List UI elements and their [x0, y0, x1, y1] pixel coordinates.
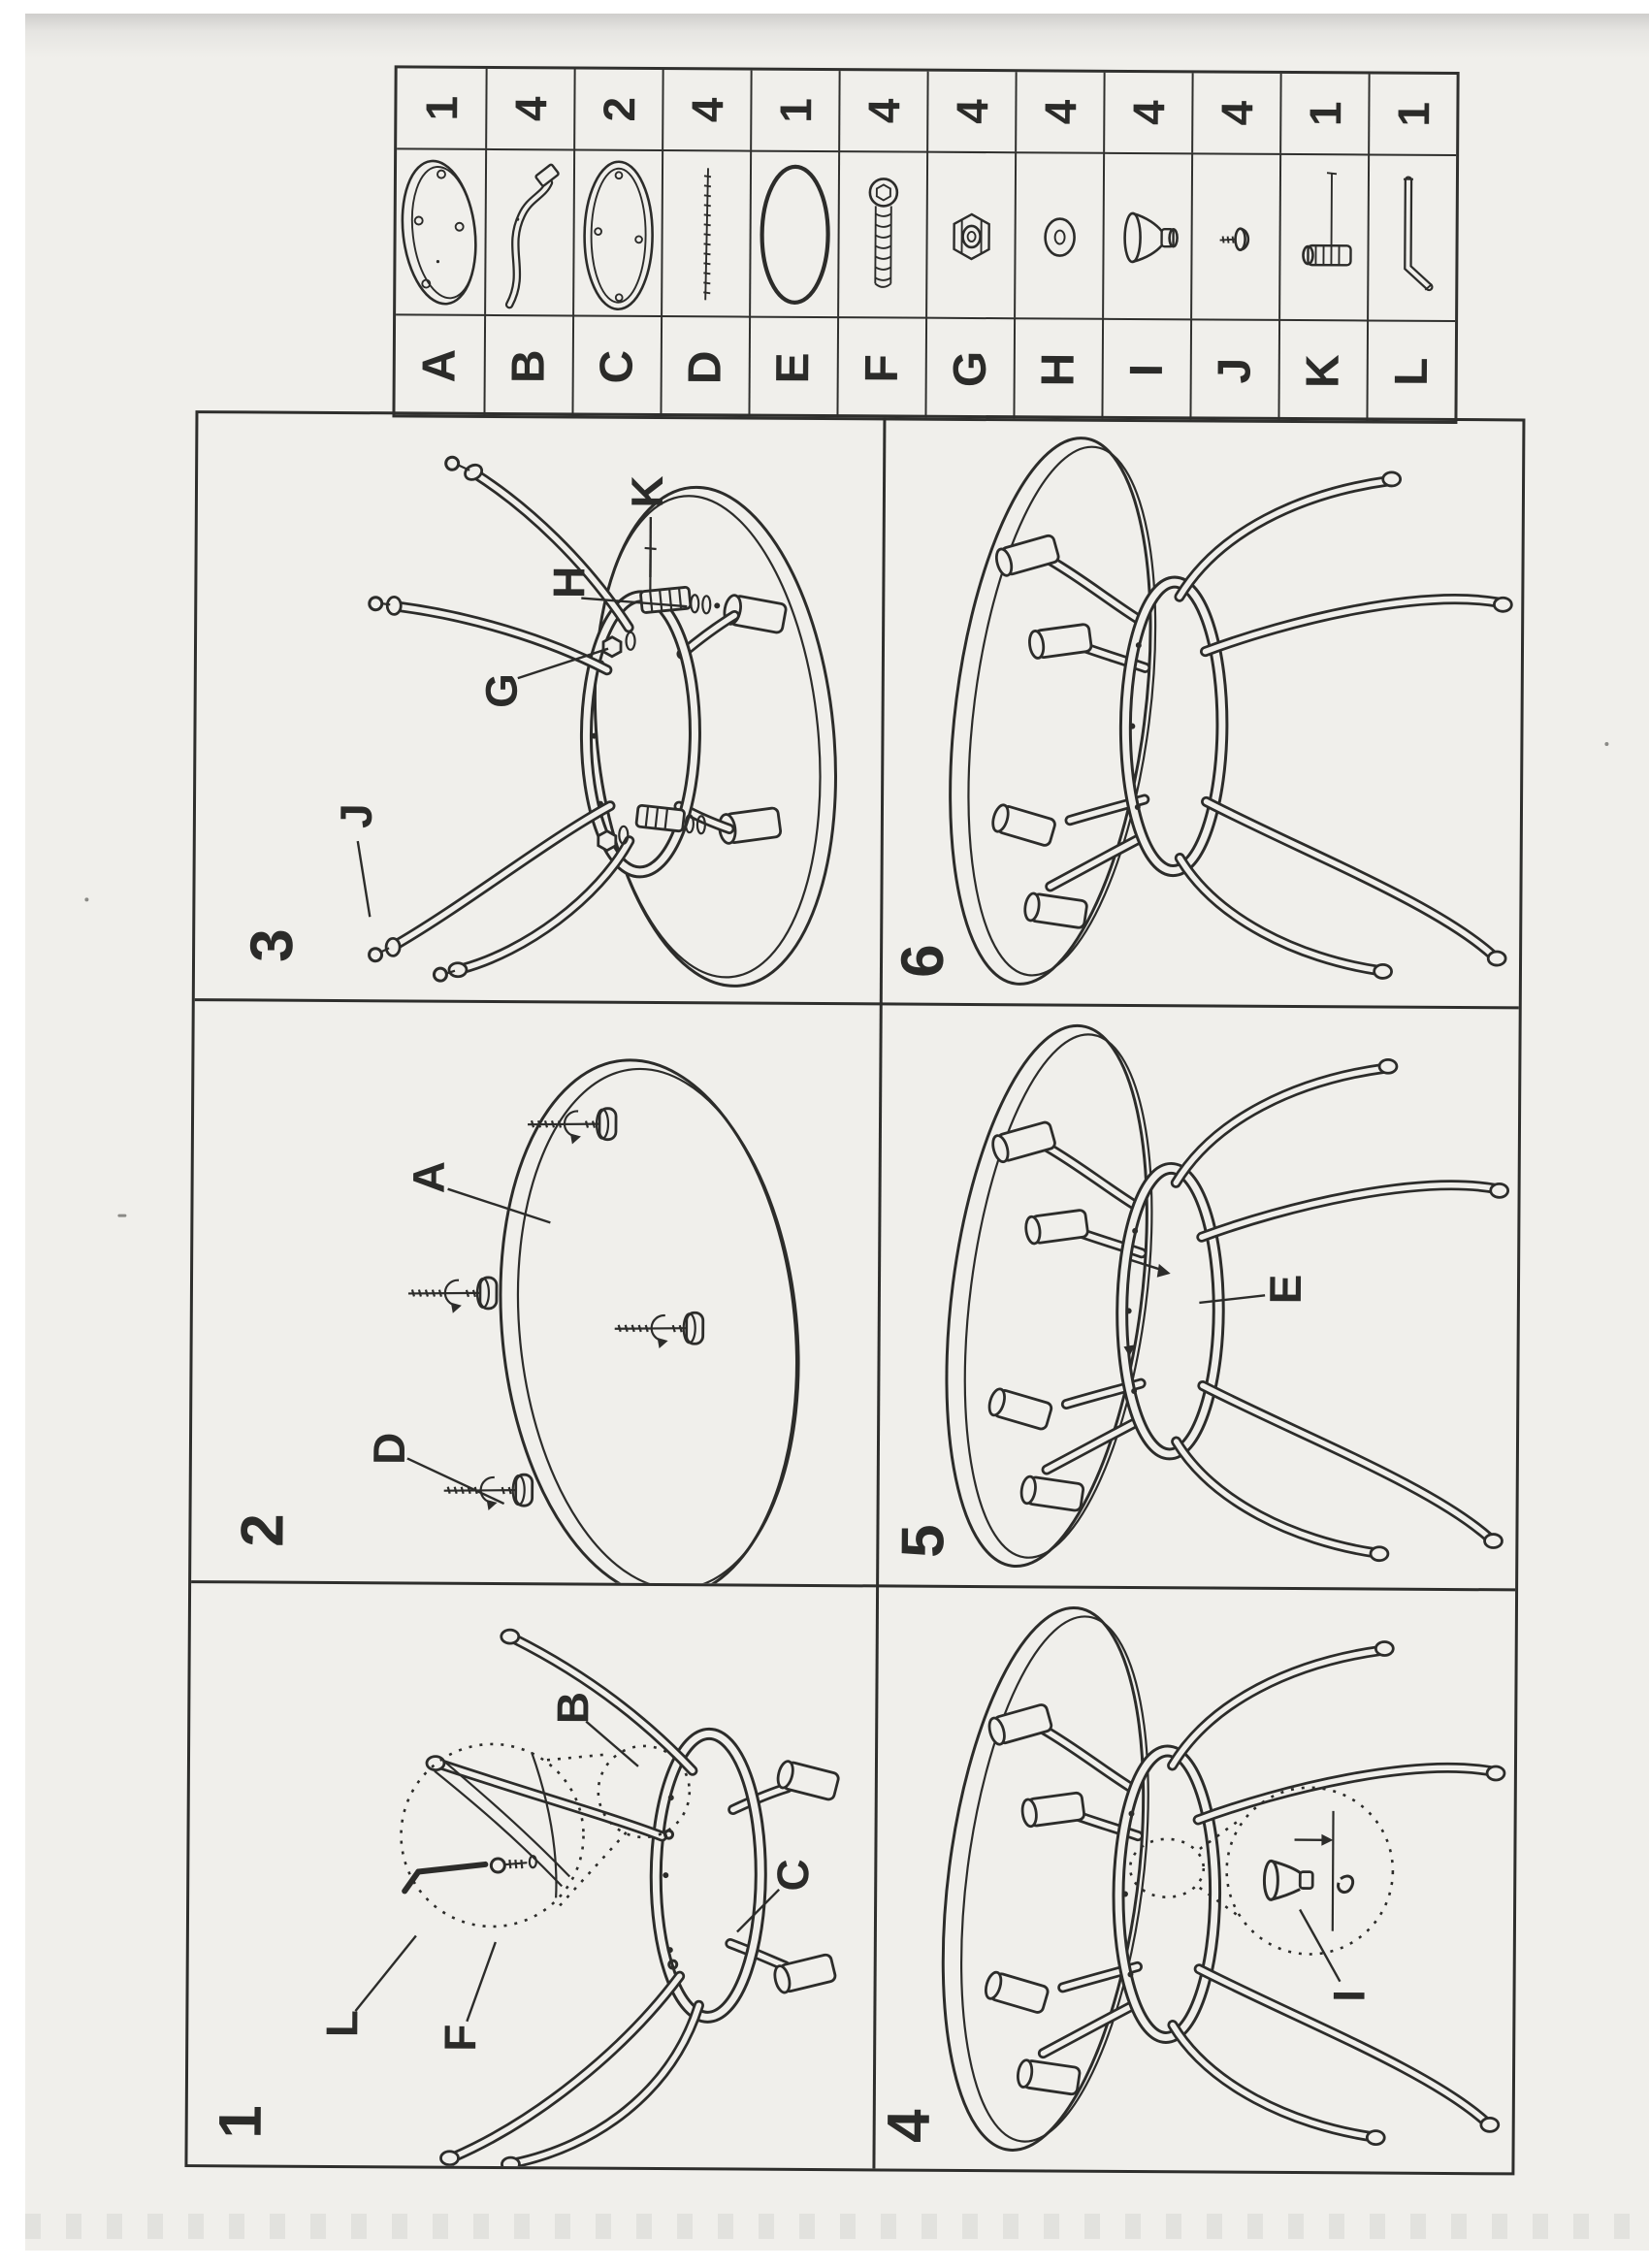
part-qty-K: 1 — [1279, 74, 1368, 154]
step-4-drawing — [875, 1587, 1515, 2172]
step-1-label-C: C — [767, 1859, 819, 1892]
part-letter-G: G — [924, 317, 1014, 419]
part-qty-C: 2 — [573, 69, 662, 149]
part-letter-B: B — [483, 314, 572, 416]
pin-wrench-icon — [1278, 153, 1368, 320]
allen-key-icon — [1367, 153, 1456, 320]
part-letter-J: J — [1189, 318, 1278, 420]
step-4-number: 4 — [875, 2109, 943, 2144]
part-letter-E: E — [748, 316, 837, 418]
step-3-panel — [195, 413, 884, 1002]
part-qty-L: 1 — [1368, 74, 1456, 154]
curved-leg-icon — [484, 148, 573, 315]
step-3-label-K: K — [621, 475, 673, 508]
step-5-drawing — [879, 1005, 1519, 1588]
part-qty-F: 4 — [838, 71, 926, 151]
top-plate-icon — [396, 147, 485, 314]
step-2-number: 2 — [229, 1513, 297, 1547]
step-3-number: 3 — [239, 928, 307, 963]
step-5-label-E: E — [1259, 1274, 1311, 1305]
step-3-label-H: H — [543, 566, 595, 599]
step-6-drawing — [883, 417, 1523, 1006]
part-letter-A: A — [395, 313, 484, 415]
oval-glass-icon — [749, 150, 838, 317]
part-letter-D: D — [660, 315, 749, 417]
part-qty-G: 4 — [926, 72, 1015, 152]
steps-grid — [184, 410, 1525, 2175]
step-5-panel — [879, 1005, 1519, 1588]
hex-nut-icon — [925, 151, 1015, 318]
scan-speck — [117, 1215, 126, 1217]
part-qty-H: 4 — [1015, 72, 1103, 152]
step-3-label-J: J — [330, 803, 382, 829]
part-letter-L: L — [1366, 319, 1455, 421]
step-3-drawing — [195, 413, 884, 1002]
step-4-label-I: I — [1323, 1989, 1374, 2002]
step-1-number: 1 — [207, 2104, 275, 2139]
part-letter-I: I — [1101, 318, 1190, 420]
part-qty-J: 4 — [1191, 73, 1279, 153]
part-qty-E: 1 — [750, 71, 838, 151]
step-2-label-A: A — [403, 1160, 454, 1194]
oval-ring-icon — [572, 148, 662, 315]
part-letter-K: K — [1277, 319, 1367, 421]
long-screw-icon — [661, 149, 750, 316]
step-2-drawing — [191, 1001, 880, 1584]
part-qty-I: 4 — [1103, 73, 1191, 153]
step-2-panel — [191, 1001, 880, 1584]
glass-holder-icon — [1102, 152, 1191, 319]
part-qty-D: 4 — [662, 70, 750, 150]
step-1-panel — [187, 1583, 876, 2168]
part-letter-C: C — [571, 314, 661, 416]
part-letter-F: F — [836, 316, 925, 418]
part-letter-H: H — [1013, 317, 1102, 419]
scan-speck — [84, 897, 88, 901]
step-3-label-G: G — [475, 672, 527, 709]
step-6-panel — [883, 417, 1523, 1006]
scan-speck — [1604, 742, 1608, 746]
step-1-label-B: B — [547, 1691, 598, 1725]
part-qty-B: 4 — [485, 69, 573, 149]
socket-bolt-icon — [837, 150, 926, 317]
parts-table — [392, 65, 1459, 424]
step-1-label-L: L — [316, 2009, 368, 2038]
step-1-label-F: F — [435, 2024, 486, 2052]
part-qty-A: 1 — [415, 95, 467, 121]
step-6-number: 6 — [889, 944, 957, 979]
step-2-label-D: D — [363, 1432, 415, 1466]
step-5-number: 5 — [889, 1524, 957, 1559]
step-4-panel — [875, 1587, 1515, 2172]
washer-icon — [1014, 151, 1103, 318]
foot-glide-icon — [1190, 152, 1279, 319]
